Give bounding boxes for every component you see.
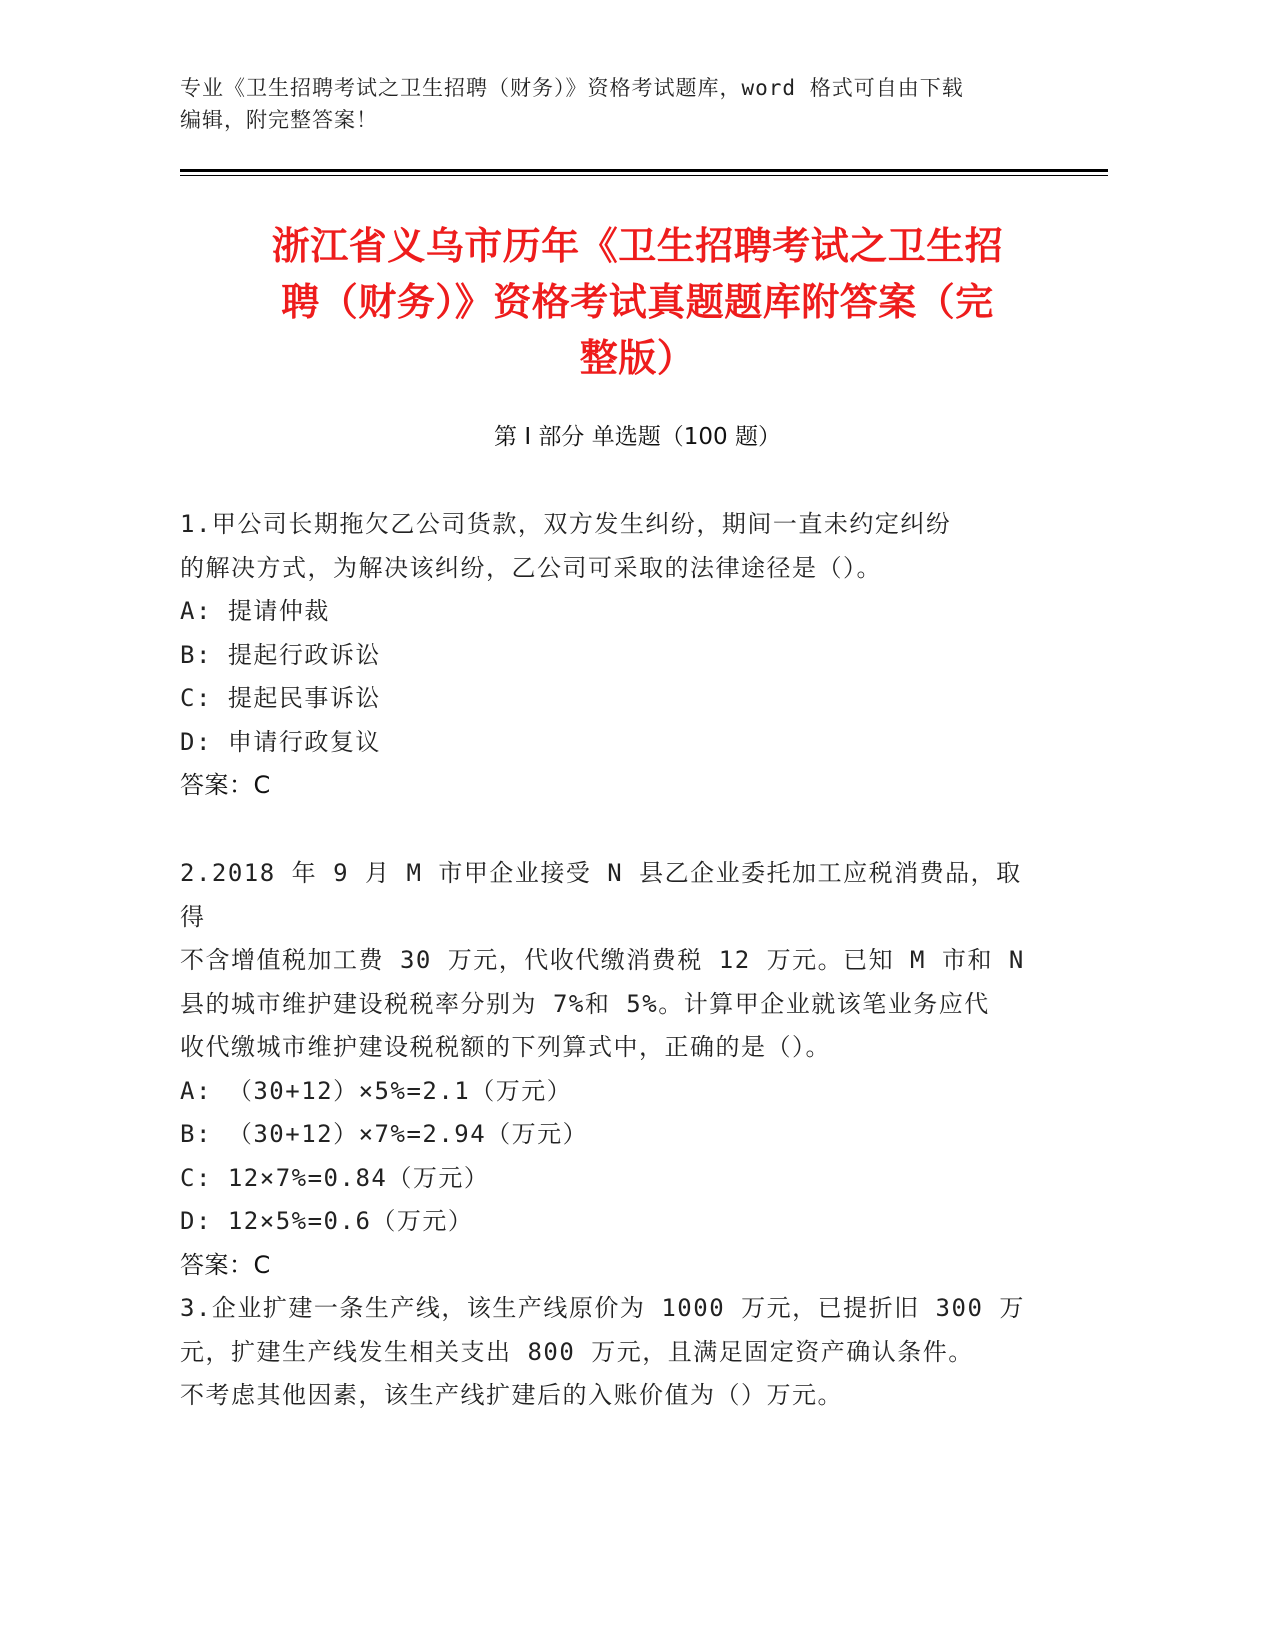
question-stem-line: 3.企业扩建一条生产线，该生产线原价为 1000 万元，已提折旧 300 万 xyxy=(180,1294,1025,1322)
option-b: B: （30+12）×7%=2.94（万元） xyxy=(180,1120,589,1148)
option-c: C: 12×7%=0.84（万元） xyxy=(180,1163,490,1192)
question-stem-line: 县的城市维护建设税税率分别为 7%和 5%。计算甲企业就该笔业务应代 xyxy=(180,989,990,1018)
option-d: D: 申请行政复议 xyxy=(180,727,381,756)
answer-line: 答案：C xyxy=(180,1250,271,1279)
document-title-line: 聘（财务）》资格考试真题题库附答案（完 xyxy=(281,280,994,324)
option-d: D: 12×5%=0.6（万元） xyxy=(180,1207,474,1235)
option-a: A: 提请仲裁 xyxy=(180,597,330,625)
header-divider-thick xyxy=(180,169,1108,172)
document-title-line: 浙江省义乌市历年《卫生招聘考试之卫生招 xyxy=(271,224,1004,268)
section-title: 第 I 部分 单选题（100 题） xyxy=(494,424,781,450)
question-block xyxy=(180,852,1030,1287)
question-stem-line: 不考虑其他因素，该生产线扩建后的入账价值为（）万元。 xyxy=(180,1381,843,1409)
option-a: A: （30+12）×5%=2.1（万元） xyxy=(180,1076,573,1105)
header-note-line: 编辑，附完整答案！ xyxy=(180,108,378,132)
question-block xyxy=(180,503,1030,808)
question-block xyxy=(180,1287,1030,1418)
question-stem-line: 2.2018 年 9 月 M 市甲企业接受 N 县乙企业委托加工应税消费品，取得 xyxy=(180,859,1022,931)
question-stem-line: 收代缴城市维护建设税税额的下列算式中，正确的是（）。 xyxy=(180,1033,831,1061)
document-title xyxy=(150,218,1125,386)
question-stem-line: 不含增值税加工费 30 万元，代收代缴消费税 12 万元。已知 M 市和 N xyxy=(180,946,1025,974)
answer-line: 答案：C xyxy=(180,771,271,799)
header-divider-thin xyxy=(180,175,1108,176)
question-stem-line: 1.甲公司长期拖欠乙公司货款，双方发生纠纷，期间一直未约定纠纷 xyxy=(180,510,952,538)
question-stem-line: 元，扩建生产线发生相关支出 800 万元，且满足固定资产确认条件。 xyxy=(180,1337,974,1366)
header-note-line: 专业《卫生招聘考试之卫生招聘（财务）》资格考试题库，word 格式可自由下载 xyxy=(180,76,964,100)
option-c: C: 提起民事诉讼 xyxy=(180,684,381,712)
header-note xyxy=(180,72,1040,136)
document-title-line: 整版） xyxy=(579,336,696,380)
option-b: B: 提起行政诉讼 xyxy=(180,640,381,669)
question-stem-line: 的解决方式，为解决该纠纷，乙公司可采取的法律途径是（）。 xyxy=(180,553,882,582)
